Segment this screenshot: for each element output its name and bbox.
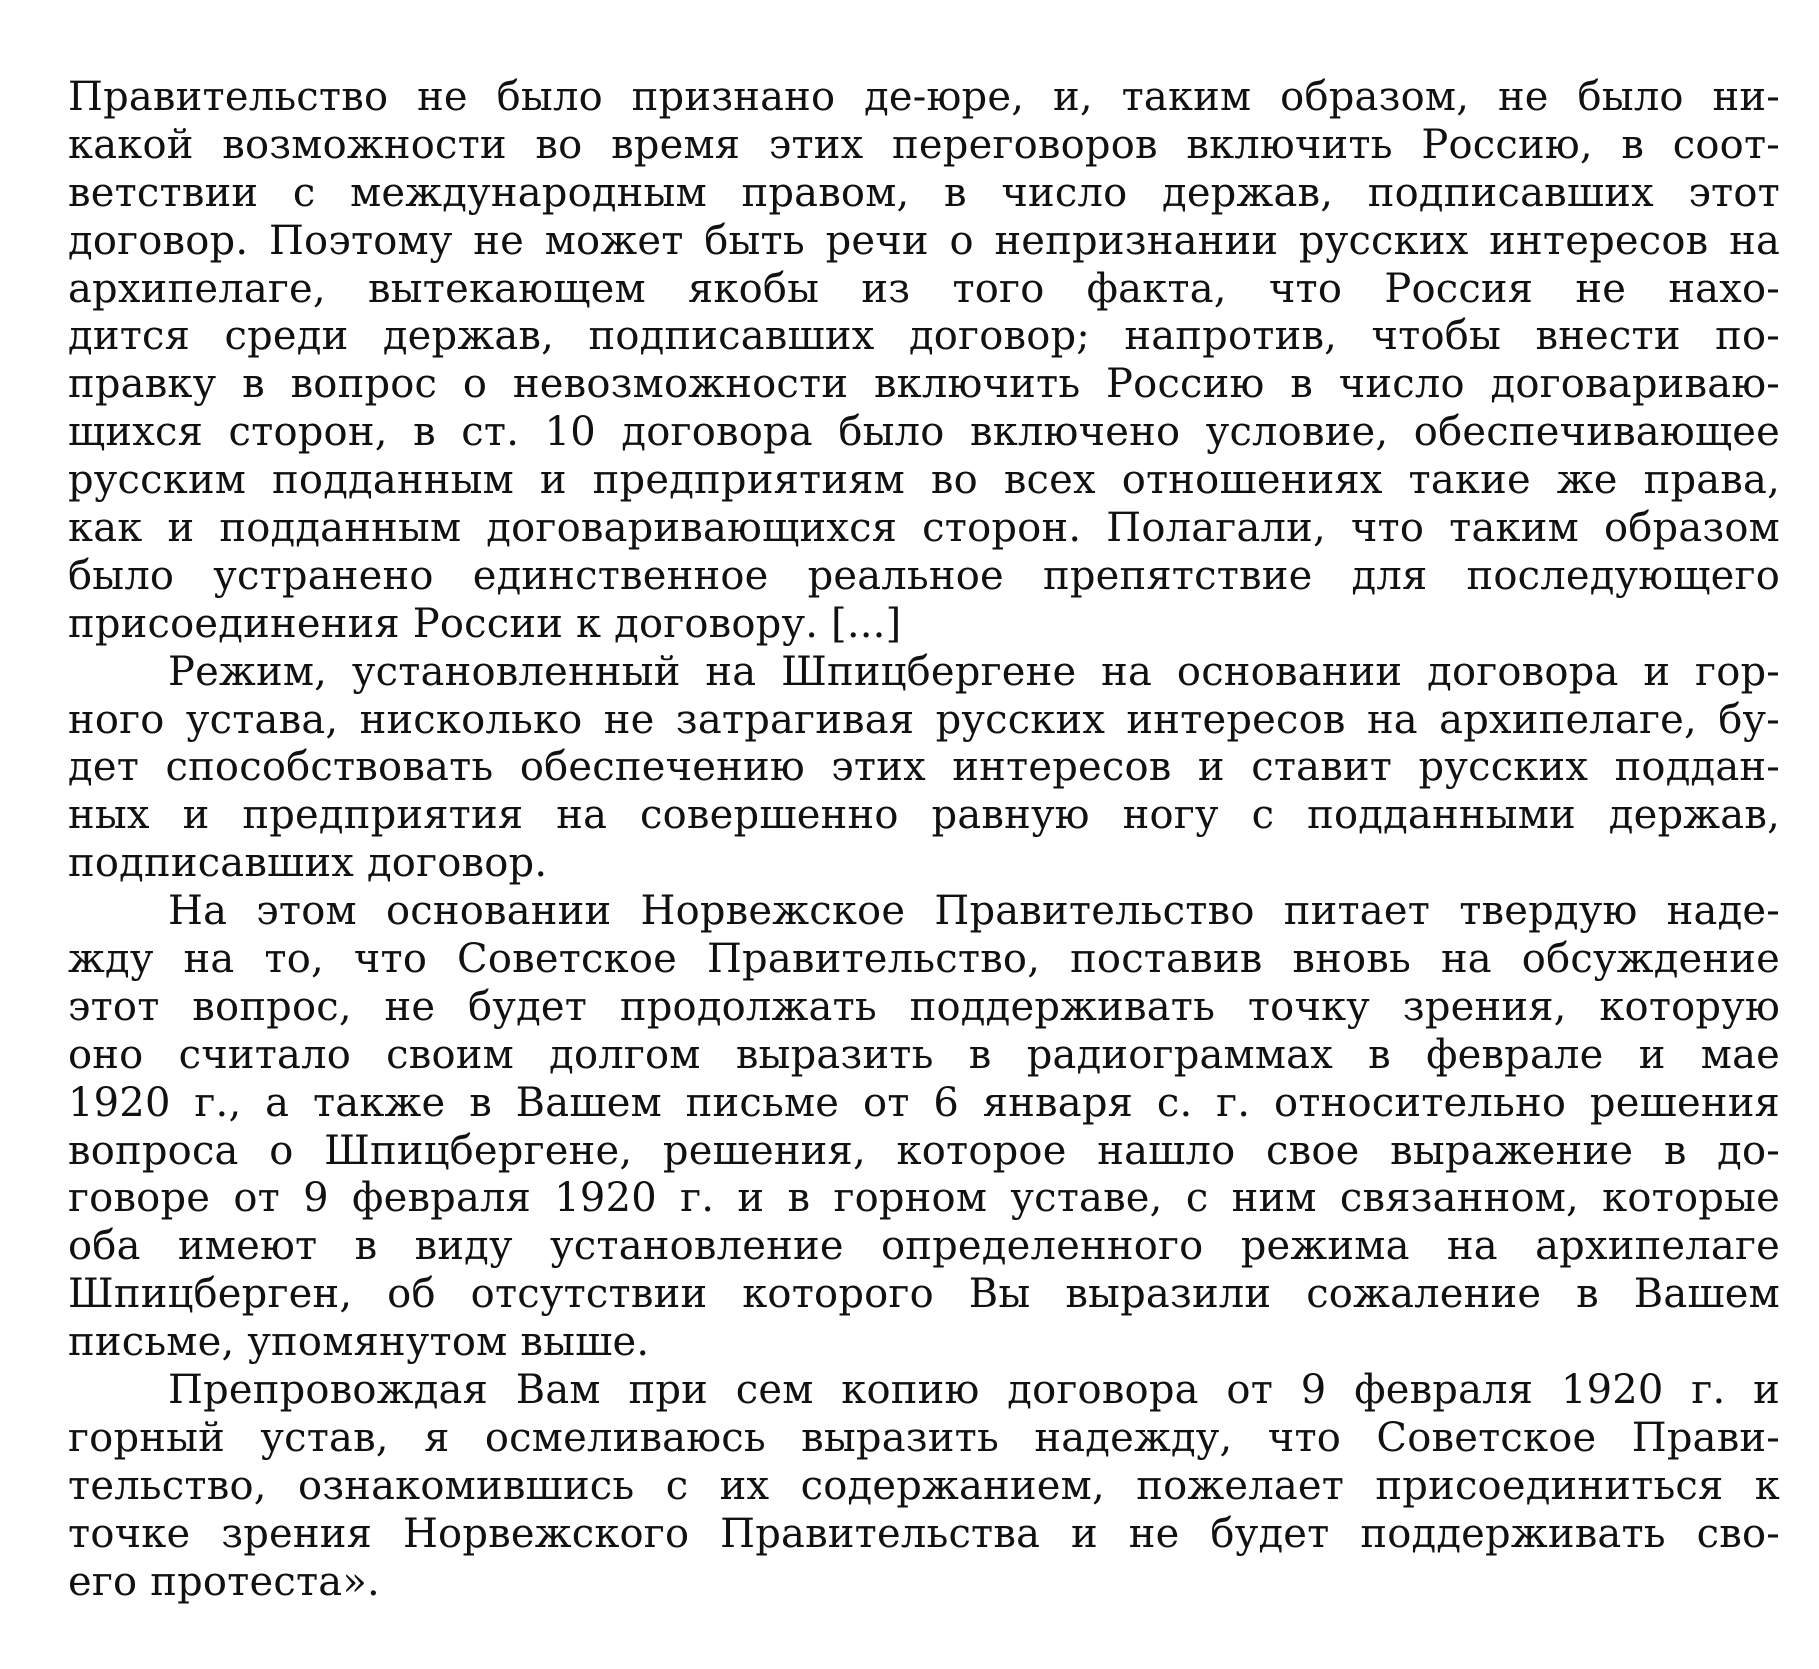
text-line: его протеста». [68,1558,380,1605]
text-line: оно считало своим долгом выразить в радиограммах в феврале и мае [68,1031,1780,1078]
paragraph-1 [68,74,1780,649]
text-line: Шпицберген, об отсутствии которого Вы выразили сожаление в Вашем [68,1271,1780,1318]
text-line: тельство, ознакомившись с их содержанием, пожелает присоединиться к [68,1462,1780,1509]
text-line: дится среди держав, подписавших договор; напротив, чтобы внести по- [68,313,1780,360]
text-line: 1920 г., а также в Вашем письме от 6 января с. г. относительно решения [68,1079,1780,1126]
paragraph-3 [68,888,1780,1367]
text-line: правку в вопрос о невозможности включить Россию в число договариваю- [68,361,1780,408]
text-line: щихся сторон, в ст. 10 договора было включено условие, обеспечивающее [68,409,1780,456]
text-line: архипелаге, вытекающем якобы из того факта, что Россия не нахо- [68,265,1780,312]
text-line: подписавших договор. [68,840,548,887]
text-line: письме, упомянутом выше. [68,1319,650,1366]
text-line: этот вопрос, не будет продолжать поддерживать точку зрения, которую [68,983,1780,1030]
text-line: договор. Поэтому не может быть речи о непризнании русских интересов на [68,217,1780,264]
paragraph-2 [68,649,1780,888]
text-line: было устранено единственное реальное препятствие для последующего [68,552,1780,599]
text-line: жду на то, что Советское Правительство, поставив вновь на обсуждение [68,936,1780,983]
text-line: говоре от 9 февраля 1920 г. и в горном уставе, с ним связанном, которые [68,1175,1780,1222]
text-line: оба имеют в виду установление определенного режима на архипелаге [68,1223,1780,1270]
body-text [68,74,1780,1607]
text-line: Препровождая Вам при сем копию договора от 9 февраля 1920 г. и [168,1367,1780,1414]
text-line: вопроса о Шпицбергене, решения, которое нашло свое выражение в до- [68,1127,1780,1174]
text-line: ветствии с международным правом, в число держав, подписавших этот [68,169,1780,216]
text-line: точке зрения Норвежского Правительства и не будет поддерживать сво- [68,1510,1780,1557]
text-line: ных и предприятия на совершенно равную ногу с подданными держав, [68,792,1780,839]
text-line: какой возможности во время этих переговоров включить Россию, в соот- [68,121,1780,168]
text-line: русским подданным и предприятиям во всех отношениях такие же права, [68,457,1780,504]
text-line: присоединения России к договору. [...] [68,600,902,647]
text-line: горный устав, я осмеливаюсь выразить надежду, что Советское Прави- [68,1414,1780,1461]
text-line: дет способствовать обеспечению этих интересов и ставит русских поддан- [68,744,1780,791]
text-line: Режим, установленный на Шпицбергене на основании договора и гор- [168,648,1780,695]
text-line: Правительство не было признано де-юре, и, таким образом, не было ни- [68,74,1780,120]
text-line: ного устава, нисколько не затрагивая русских интересов на архипелаге, бу- [68,696,1780,743]
paragraph-4 [68,1367,1780,1606]
text-line: как и подданным договаривающихся сторон. Полагали, что таким образом [68,505,1780,552]
text-line: На этом основании Норвежское Правительство питает твердую наде- [168,888,1780,935]
